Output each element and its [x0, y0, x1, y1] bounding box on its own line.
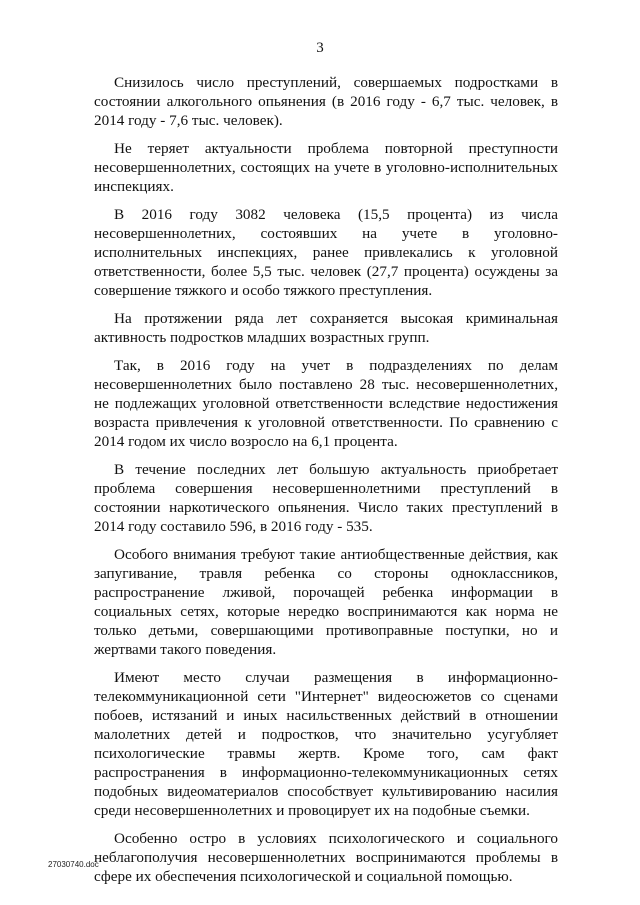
paragraph-younger-groups: На протяжении ряда лет сохраняется высокая криминальная активность подростков младших возрастных групп.	[94, 310, 558, 346]
paragraph-registration-stats: Так, в 2016 году на учет в подразделениях по делам несовершеннолетних было поставлено 28 тыс. несовершеннолетних, не подлежащих уголовной ответственности вследствие недостижения возраста привлечения к уголовной ответственности. По сравнению с 2014 годом их число возросло на 6,1 процента.	[94, 357, 558, 450]
paragraph-repeat-offenses: Не теряет актуальности проблема повторной преступности несовершеннолетних, состоящих на учете в уголовно-исполнительных инспекциях.	[94, 140, 558, 195]
paragraph-bullying: Особого внимания требуют такие антиобщественные действия, как запугивание, травля ребенка со стороны одноклассников, распространение лживой, порочащей ребенка информации в социальных сетях, которые нередко воспринимаются как норма не только детьми, совершающими противоправные поступки, но и жертвами такого поведения.	[94, 546, 558, 658]
page-number: 3	[316, 40, 324, 56]
paragraph-alcohol-crimes: Снизилось число преступлений, совершаемых подростками в состоянии алкогольного опьянения (в 2016 году - 6,7 тыс. человек, в 2014 году - 7,6 тыс. человек).	[94, 74, 558, 129]
document-body	[94, 73, 558, 895]
paragraph-psychological-help: Особенно остро в условиях психологического и социального неблагополучия несовершеннолетних воспринимаются проблемы в сфере их обеспечения психологической и социальной помощью.	[94, 830, 558, 885]
paragraph-2016-statistics: В 2016 году 3082 человека (15,5 процента) из числа несовершеннолетних, состоявших на учете в уголовно-исполнительных инспекциях, ранее привлекались к уголовной ответственности, более 5,5 тыс. человек (27,7 процента) осуждены за совершение тяжкого и особо тяжкого преступления.	[94, 206, 558, 299]
paragraph-drug-crimes: В течение последних лет большую актуальность приобретает проблема совершения несовершеннолетними преступлений в состоянии наркотического опьянения. Число таких преступлений в 2014 году составило 596, в 2016 году - 535.	[94, 461, 558, 535]
footer-doc-code: 27030740.doc	[48, 860, 99, 869]
paragraph-internet-videos: Имеют место случаи размещения в информационно-телекоммуникационной сети "Интернет" видеосюжетов со сценами побоев, истязаний и иных насильственных действий в отношении малолетних детей и подростков, что значительно усугубляет психологические травмы жертв. Кроме того, сам факт распространения в информационно-телекоммуникационных сетях подобных видеоматериалов способствует культивированию насилия среди несовершеннолетних и провоцирует их на подобные съемки.	[94, 669, 558, 819]
